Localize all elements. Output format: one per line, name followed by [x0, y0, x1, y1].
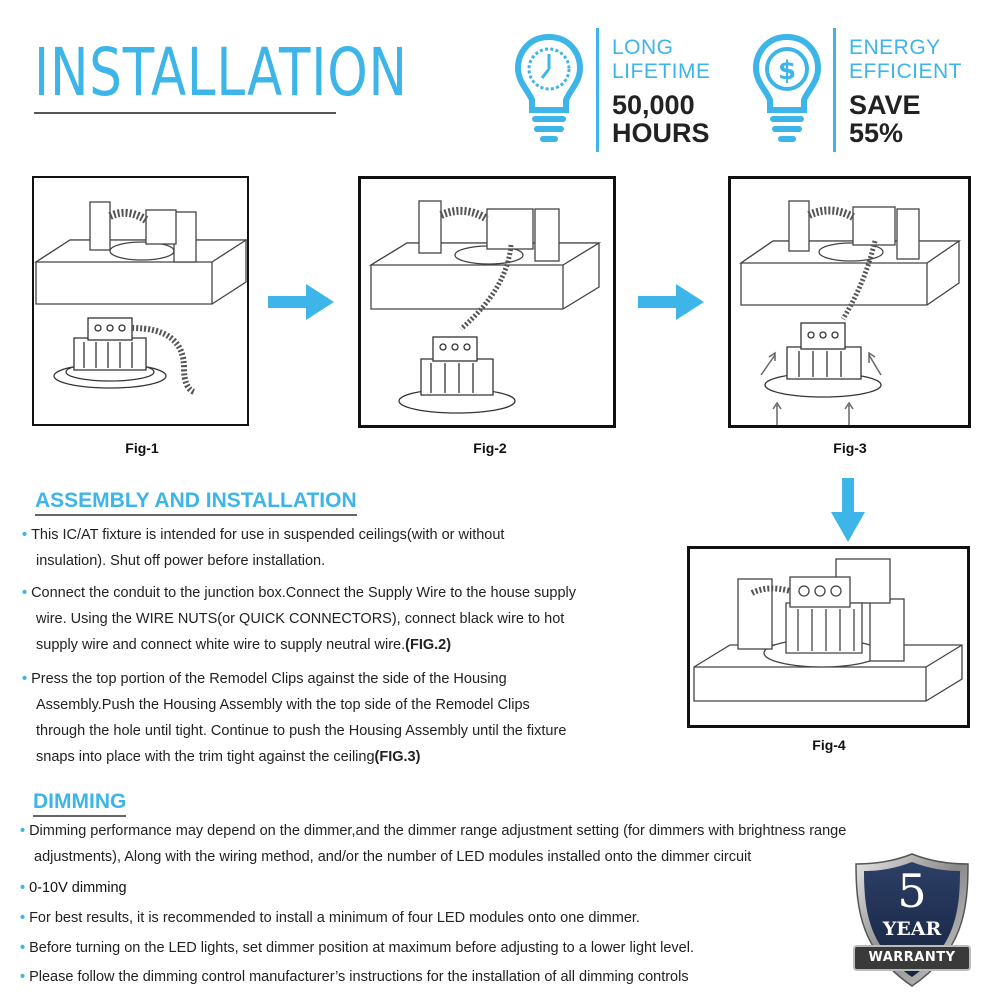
- figure-3: [728, 176, 971, 428]
- list-item: [20, 875, 620, 901]
- list-item: [22, 522, 662, 574]
- list-item: [20, 935, 820, 961]
- fixture-before-install-illustration: [34, 178, 247, 424]
- figure-4-label: Fig-4: [812, 737, 846, 753]
- figure-reference: (FIG.3): [374, 749, 421, 765]
- energy-badge: [849, 36, 989, 147]
- bullet-text: supply wire and connect white wire to supply neutral wire.: [36, 637, 406, 653]
- bullet-text: Dimming performance may depend on the dimmer,and the dimmer range adjustment setting (for dimmers with brightness range: [29, 823, 847, 839]
- badge-line: LIFETIME: [612, 60, 711, 83]
- bullet-text: snaps into place with the trim tight against the ceiling: [36, 749, 375, 765]
- bullet-icon: •: [20, 969, 26, 985]
- warranty-number: 5: [897, 864, 927, 918]
- badge-line: EFFICIENT: [849, 60, 962, 83]
- badge-line: ENERGY: [849, 36, 941, 59]
- bullet-icon: •: [22, 585, 28, 601]
- wiring-connection-illustration: [361, 179, 613, 425]
- bullet-text: 0-10V dimming: [29, 880, 127, 896]
- figure-2: [358, 176, 616, 428]
- bullet-icon: •: [20, 910, 26, 926]
- figure-4: [687, 546, 970, 728]
- figure-3-label: Fig-3: [833, 440, 867, 456]
- warranty-badge: [852, 852, 972, 988]
- dimming-heading: DIMMING: [33, 790, 126, 817]
- figure-reference: (FIG.2): [405, 637, 452, 653]
- warranty-label: WARRANTY: [868, 950, 956, 965]
- badge-line: LONG: [612, 36, 674, 59]
- arrow-right-icon: [268, 284, 334, 320]
- badge-value: 55%: [849, 118, 904, 148]
- badge-value: HOURS: [612, 118, 710, 148]
- lightbulb-clock-icon: [512, 32, 586, 144]
- remodel-clip-illustration: [731, 179, 968, 425]
- bullet-text: Assembly.Push the Housing Assembly with the top side of the Remodel Clips: [36, 697, 530, 713]
- lifetime-badge: [612, 36, 742, 147]
- bullet-text: Press the top portion of the Remodel Clips against the side of the Housing: [31, 671, 507, 687]
- arrow-down-icon: [831, 478, 865, 542]
- assembly-heading: ASSEMBLY AND INSTALLATION: [35, 489, 357, 516]
- title-underline: [34, 112, 336, 114]
- bullet-icon: •: [20, 823, 26, 839]
- bullet-icon: •: [20, 940, 26, 956]
- list-item: [22, 666, 662, 770]
- badge-divider: [833, 28, 836, 152]
- figure-2-label: Fig-2: [473, 440, 507, 456]
- arrow-right-icon: [638, 284, 704, 320]
- svg-text:$: $: [777, 56, 797, 86]
- bullet-text: through the hole until tight. Continue to push the Housing Assembly until the fixture: [36, 723, 567, 739]
- bullet-text: wire. Using the WIRE NUTS(or QUICK CONNECTORS), connect black wire to hot: [36, 611, 565, 627]
- bullet-text: adjustments), Along with the wiring method, and/or the number of LED modules installed onto the dimmer circuit: [34, 849, 752, 865]
- badge-divider: [596, 28, 599, 152]
- figure-1-label: Fig-1: [125, 440, 159, 456]
- list-item: [22, 580, 662, 658]
- bullet-text: insulation). Shut off power before installation.: [36, 553, 326, 569]
- warranty-year: YEAR: [882, 918, 942, 940]
- bullet-text: Connect the conduit to the junction box.Connect the Supply Wire to the house supply: [31, 585, 576, 601]
- bullet-icon: •: [20, 880, 26, 896]
- bullet-icon: •: [22, 671, 28, 687]
- badge-value: 50,000: [612, 90, 695, 120]
- list-item: [20, 905, 820, 931]
- bullet-text: Please follow the dimming control manufacturer’s instructions for the installation of all dimming controls: [29, 969, 689, 985]
- figure-1: [32, 176, 249, 426]
- bullet-text: For best results, it is recommended to install a minimum of four LED modules onto one dimmer.: [29, 910, 640, 926]
- list-item: [20, 818, 950, 870]
- list-item: [20, 964, 820, 990]
- lightbulb-dollar-icon: [750, 32, 824, 144]
- page-title: INSTALLATION: [34, 34, 408, 111]
- bullet-icon: •: [22, 527, 28, 543]
- badge-value: SAVE: [849, 90, 921, 120]
- installed-fixture-illustration: [690, 549, 967, 725]
- bullet-text: This IC/AT fixture is intended for use in suspended ceilings(with or without: [31, 527, 505, 543]
- bullet-text: Before turning on the LED lights, set dimmer position at maximum before adjusting to a lower light level.: [29, 940, 694, 956]
